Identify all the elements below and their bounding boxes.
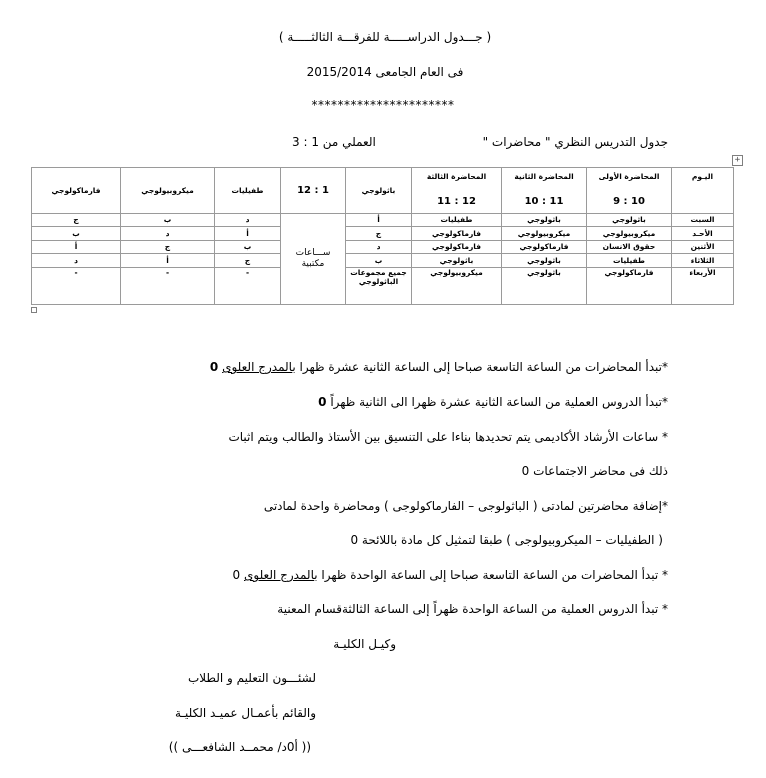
row-lecture-3: طفيليات (412, 213, 502, 226)
row-group-pharmacology: ب (32, 227, 121, 240)
row-lecture-1: باثولوجي (587, 213, 672, 226)
row-lecture-2: باثولوجي (502, 267, 587, 304)
schedule-label-theory: جدول التدريس النظري " محاضرات " (482, 135, 668, 149)
signature-vice-dean: وكيـل الكليـة (333, 637, 396, 651)
row-group-microbiology: أ (121, 254, 215, 267)
header-parasitology: طفيليات (215, 168, 281, 214)
header-lecture-2: المحاضرة الثانية 11 : 10 (502, 168, 587, 214)
note-added-lectures-line1: *إضافة محاضرتين لمادتى ( الباثولوجى – الفارماكولوجى ) ومحاضرة واحدة لمادتى (263, 499, 668, 513)
office-hours-cell: ســـاعات مكتبية (281, 213, 346, 304)
note-practical-time: *تبدأ الدروس العملية من الساعة الثانية عشرة ظهرا الى الثانية ظهراً 0 (318, 395, 668, 409)
row-group-microbiology: - (121, 267, 215, 304)
note-advising-line2: ذلك فى محاضر الاجتماعات 0 (521, 464, 668, 478)
row-lecture-1: فارماكولوجي (587, 267, 672, 304)
row-group-pathology: ب (346, 254, 412, 267)
table-resize-handle[interactable] (31, 307, 37, 313)
row-day: الثلاثاء (672, 254, 734, 267)
row-group-microbiology: د (121, 227, 215, 240)
row-day: الأثنين (672, 240, 734, 253)
row-lecture-1: طفيليات (587, 254, 672, 267)
header-pharmacology: فارماكولوجي (32, 168, 121, 214)
signature-acting-dean: والقائم بأعمـال عميـد الكليـة (175, 706, 316, 720)
signature-name: (( أ0د/ محمــد الشافعـــى )) (168, 740, 311, 754)
row-group-pharmacology: ج (32, 213, 121, 226)
document-title: ( جـــدول الدراســـــة للفرقـــة الثالثـــــة ) (278, 30, 492, 44)
row-group-pathology: جميع مجموعات الباثولوجي (346, 267, 412, 304)
header-time-12-1: 1 : 12 (281, 168, 346, 214)
row-group-parasitology: ج (215, 254, 281, 267)
row-lecture-3: فارماكولوجي (412, 240, 502, 253)
table-move-handle[interactable]: + (732, 155, 743, 166)
row-lecture-2: باثولوجي (502, 254, 587, 267)
schedule-table (31, 167, 734, 305)
table-row (32, 213, 734, 226)
note-lectures-time-2: * تبدأ المحاضرات من الساعة التاسعة صباحا إلى الساعة الواحدة ظهرا بالمدرج العلوى 0 (232, 568, 668, 582)
note-advising-line1: * ساعات الأرشاد الأكاديمى يتم تحديدها بناءا على التنسيق بين الأستاذ والطالب ويتم اثبات (228, 430, 668, 444)
row-group-microbiology: ج (121, 240, 215, 253)
signature-affairs: لشئـــون التعليم و الطلاب (187, 671, 316, 685)
table-row (32, 240, 734, 253)
row-lecture-1: ميكروبيولوجي (587, 227, 672, 240)
header-lecture-1: المحاضرة الأولى 10 : 9 (587, 168, 672, 214)
row-group-microbiology: ب (121, 213, 215, 226)
header-day: اليـوم (672, 168, 734, 214)
note-practical-time-2: * تبدأ الدروس العملية من الساعة الواحدة ظهراً إلى الساعة الثالثةقسام المعنية (277, 602, 668, 616)
row-lecture-3: باثولوجي (412, 254, 502, 267)
academic-year: فى العام الجامعى 2015/2014 (306, 65, 464, 79)
row-lecture-1: حقوق الانسان (587, 240, 672, 253)
header-lecture-3: المحاضرة الثالثة 12 : 11 (412, 168, 502, 214)
row-group-parasitology: أ (215, 227, 281, 240)
row-group-parasitology: - (215, 267, 281, 304)
row-group-parasitology: ب (215, 240, 281, 253)
row-group-parasitology: د (215, 213, 281, 226)
table-row (32, 267, 734, 304)
table-row (32, 227, 734, 240)
row-lecture-2: ميكروبيولوجي (502, 227, 587, 240)
note-lectures-time: *تبدأ المحاضرات من الساعة التاسعة صباحا إلى الساعة الثانية عشرة ظهرا بالمدرج العلوى 0 (209, 360, 668, 374)
row-group-pathology: د (346, 240, 412, 253)
row-group-pathology: أ (346, 213, 412, 226)
note-added-lectures-line2: ( الطفيليات – الميكروبيولوجى ) طبقا لتمثيل كل مادة باللائحة 0 (350, 533, 663, 547)
row-day: السبت (672, 213, 734, 226)
row-lecture-3: ميكروبيولوجي (412, 267, 502, 304)
header-pathology: باثولوجي (346, 168, 412, 214)
schedule-label-practical: العملي من 1 : 3 (292, 135, 376, 149)
row-lecture-2: فارماكولوجي (502, 240, 587, 253)
header-microbiology: ميكروبيولوجي (121, 168, 215, 214)
separator-stars: ********************** (311, 98, 455, 112)
row-lecture-3: فارماكولوجي (412, 227, 502, 240)
row-group-pharmacology: - (32, 267, 121, 304)
row-group-pathology: ج (346, 227, 412, 240)
row-day: الأربعاء (672, 267, 734, 304)
row-lecture-2: باثولوجي (502, 213, 587, 226)
row-day: الأحـد (672, 227, 734, 240)
table-row (32, 254, 734, 267)
row-group-pharmacology: د (32, 254, 121, 267)
row-group-pharmacology: أ (32, 240, 121, 253)
